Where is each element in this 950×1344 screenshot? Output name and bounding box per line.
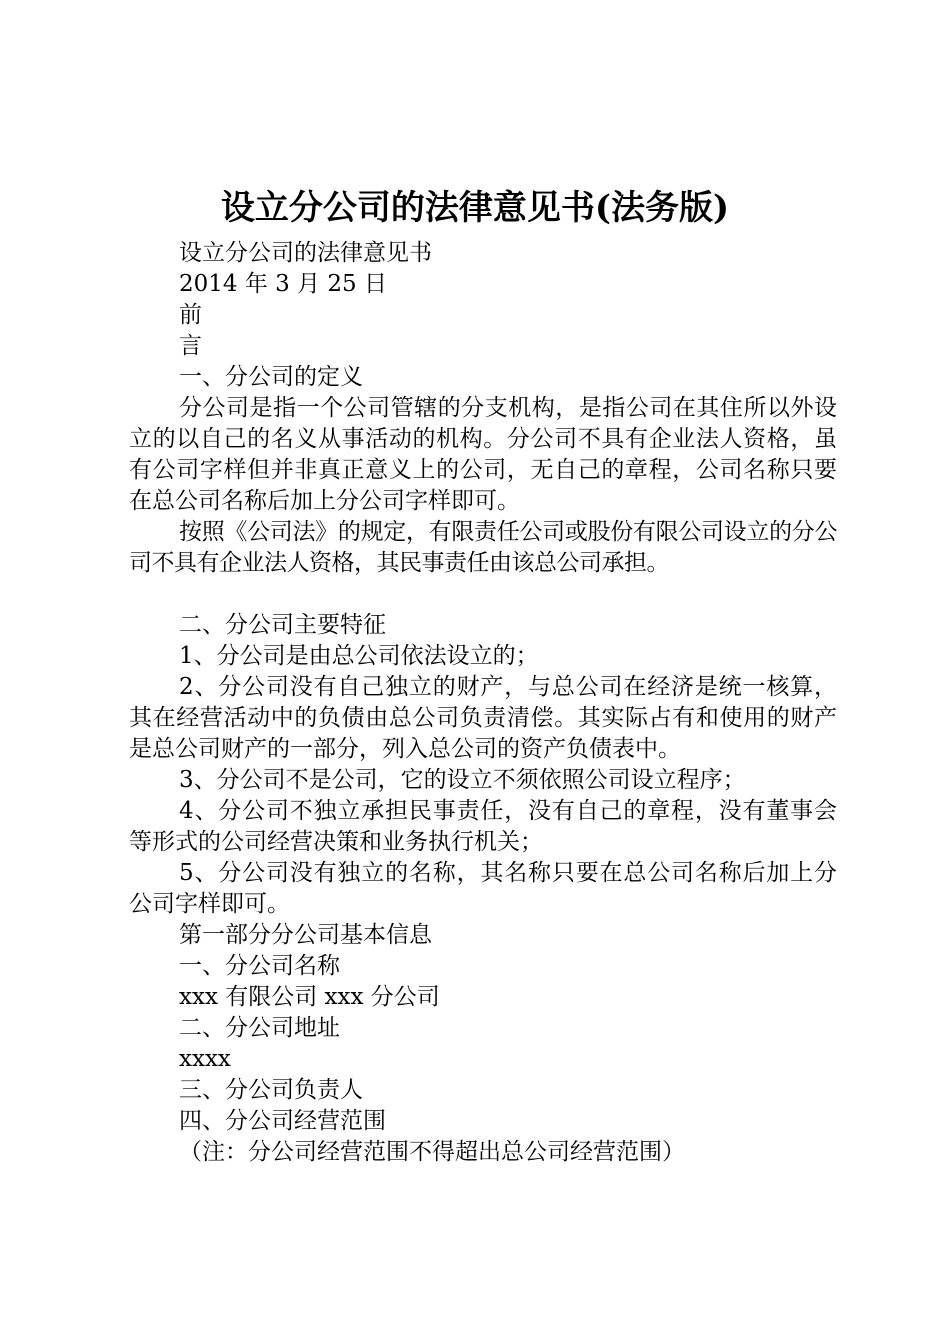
section-2-item-1: 1、分公司是由总公司依法设立的； — [179, 643, 539, 669]
info-address-value: xxxx — [179, 1046, 231, 1072]
section-2-item-5: 5、分公司没有独立的名称，其名称只要在总公司名称后加上分公司字样即可。 — [129, 860, 837, 917]
info-head-heading: 三、分公司负责人 — [179, 1077, 363, 1103]
blank-line — [129, 579, 837, 610]
preface-char-2: 言 — [179, 333, 202, 359]
info-scope-note: （注：分公司经营范围不得超出总公司经营范围） — [179, 1139, 685, 1165]
section-2-heading: 二、分公司主要特征 — [179, 612, 386, 638]
section-2-item-3: 3、分公司不是公司，它的设立不须依照公司设立程序； — [179, 767, 746, 793]
info-scope-heading: 四、分公司经营范围 — [179, 1108, 386, 1134]
document-title: 设立分公司的法律意见书(法务版) — [220, 188, 730, 228]
section-1-paragraph-1: 分公司是指一个公司管辖的分支机构，是指公司在其住所以外设立的以自己的名义从事活动的机构。分公司不具有企业法人资格，虽有公司字样但并非真正意义上的公司，无自己的章程，公司名称只要在总公司名称后加上分公司字样即可。 — [129, 395, 837, 514]
date-line: 2014 年 3 月 25 日 — [179, 271, 387, 297]
section-2-item-4: 4、分公司不独立承担民事责任，没有自己的章程，没有董事会等形式的公司经营决策和业务执行机关； — [129, 798, 837, 855]
section-1-heading: 一、分公司的定义 — [179, 364, 363, 390]
section-2-item-2: 2、分公司没有自己独立的财产，与总公司在经济是统一核算，其在经营活动中的负债由总公司负责清偿。其实际占有和使用的财产是总公司财产的一部分，列入总公司的资产负债表中。 — [129, 674, 837, 762]
document-body — [129, 238, 837, 1168]
section-1-paragraph-2: 按照《公司法》的规定，有限责任公司或股份有限公司设立的分公司不具有企业法人资格，其民事责任由该总公司承担。 — [129, 519, 837, 576]
preface-char-1: 前 — [179, 302, 202, 328]
info-name-value: xxx 有限公司 xxx 分公司 — [179, 984, 440, 1010]
info-address-heading: 二、分公司地址 — [179, 1015, 340, 1041]
info-name-heading: 一、分公司名称 — [179, 953, 340, 979]
part-1-heading: 第一部分分公司基本信息 — [179, 922, 432, 948]
subtitle: 设立分公司的法律意见书 — [179, 240, 432, 266]
